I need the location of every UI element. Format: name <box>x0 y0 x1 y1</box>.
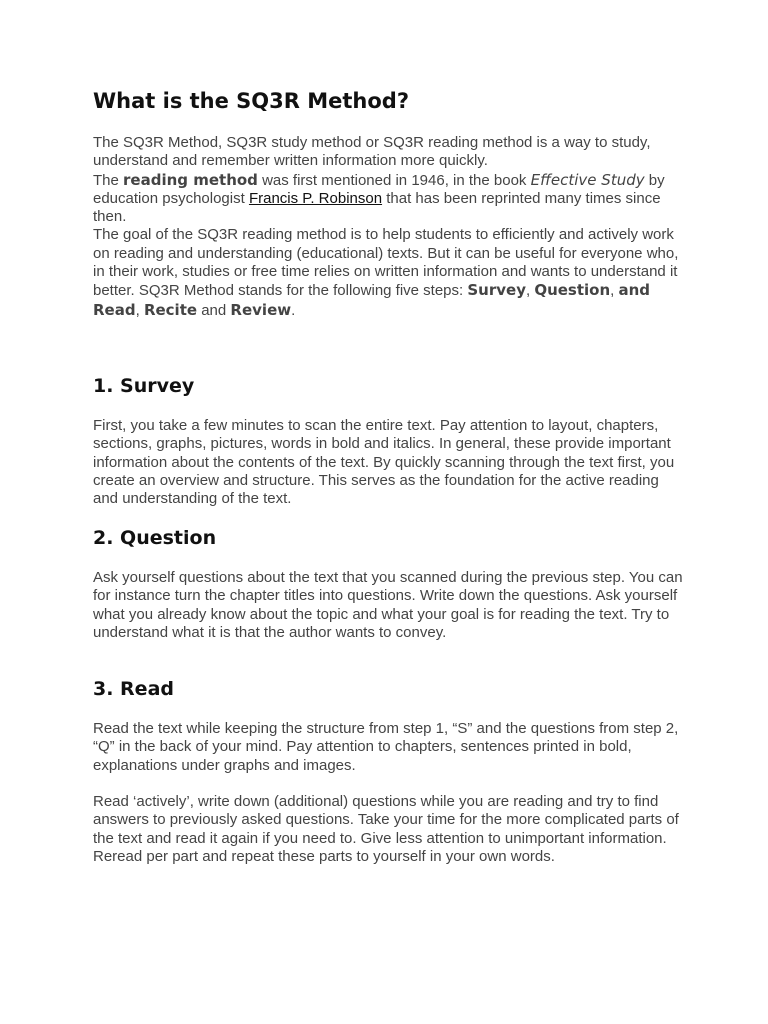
section-read-body-2 <box>93 793 683 866</box>
step-sep-1: , <box>525 282 535 300</box>
document-page <box>93 88 683 865</box>
read-paragraph-2: Read ‘actively’, write down (additional) questions while you are reading and try to find answers to previously asked questions. Take your time for the more complicated parts of the text and read it again if you need to. Give less attention to unimportant information. Reread per part and repeat these parts to yourself in your own words. <box>93 793 679 865</box>
intro-paragraph-3 <box>93 226 683 319</box>
step-end: . <box>291 301 296 319</box>
intro-paragraph-1: The SQ3R Method, SQ3R study method or SQ3R reading method is a way to study, understand and remember written information more quickly. <box>93 134 651 170</box>
section-heading-read: 3. Read <box>93 678 174 700</box>
read-paragraph-1: Read the text while keeping the structure from step 1, “S” and the questions from step 2, “Q” in the back of your mind. Pay attention to chapters, sentences printed in bold, explanations under graphs and images. <box>93 720 679 774</box>
reading-method-bold: reading method <box>123 170 258 189</box>
book-title-italic: Effective Study <box>530 170 645 189</box>
step-and-2: and <box>197 301 231 319</box>
step-recite: Recite <box>143 300 198 319</box>
step-review: Review <box>230 300 292 319</box>
section-question-body <box>93 569 683 642</box>
section-read <box>93 677 683 701</box>
section-survey-body <box>93 417 683 508</box>
step-sep-3: , <box>135 301 144 319</box>
step-survey: Survey <box>467 281 526 300</box>
question-paragraph: Ask yourself questions about the text that you scanned during the previous step. You can for instance turn the chapter titles into questions. Write down the questions. Ask yourself what you already know about the topic and what your goal is for reading the text. Try to understand what it is that the author wants to convey. <box>93 569 683 641</box>
intro-paragraph-2 <box>93 171 683 227</box>
intro-p3-text: The goal of the SQ3R reading method is to help students to efficiently and actively work on reading and understanding (educational) texts. But it can be useful for everyone who, in their work, studies or free time relies on written information and wants to understand it better. SQ3R Method stands for the following five steps: <box>93 226 679 300</box>
intro-p2-post: that has been reprinted many times since then. <box>93 189 661 226</box>
section-read-body <box>93 720 683 775</box>
step-read: Read <box>93 300 136 319</box>
survey-paragraph: First, you take a few minutes to scan the entire text. Pay attention to layout, chapters, sections, graphs, pictures, words in bold and italics. In general, these provide important information about the contents of the text. By quickly scanning through the text first, you create an overview and structure. This serves as the foundation for the active reading and understanding of the text. <box>93 417 675 508</box>
section-heading-question: 2. Question <box>93 527 217 549</box>
page-title: What is the SQ3R Method? <box>93 89 410 113</box>
intro-p2-pre: The <box>93 171 124 189</box>
section-survey <box>93 374 683 398</box>
section-question <box>93 526 683 550</box>
intro-p2-mid: was first mentioned in 1946, in the book <box>257 171 531 189</box>
intro-p2-mid2: by education psychologist <box>93 171 665 207</box>
step-question: Question <box>534 281 611 300</box>
step-sep-2: , <box>610 282 619 300</box>
step-and: and <box>618 281 651 300</box>
robinson-link[interactable]: Francis P. Robinson <box>248 189 383 207</box>
section-heading-survey: 1. Survey <box>93 375 195 397</box>
